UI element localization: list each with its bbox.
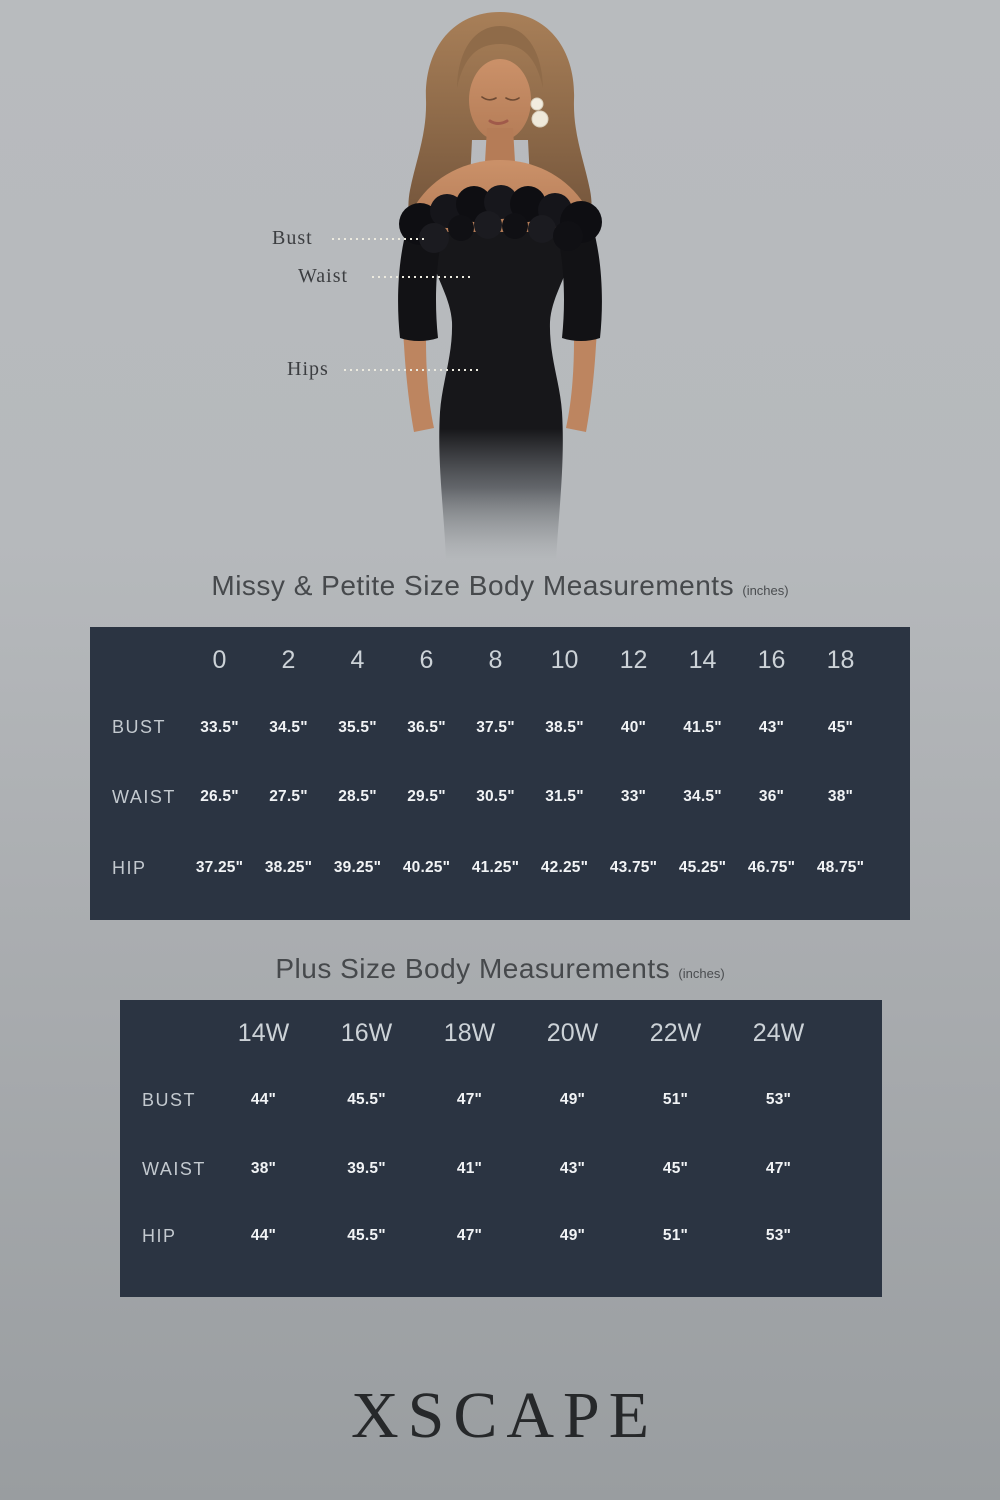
- bust-value: 35.5": [338, 718, 377, 736]
- size-col-header: 0: [212, 645, 227, 674]
- earring-top: [531, 98, 543, 110]
- hip-value: 45.25": [678, 859, 727, 876]
- bust-value: 40": [620, 718, 647, 736]
- waist-value: 30.5": [476, 788, 515, 805]
- row-label-bust: BUST: [112, 717, 167, 737]
- bust-value: 49": [559, 1091, 586, 1108]
- plus-title-unit: (inches): [678, 966, 725, 981]
- hip-value: 41.25": [471, 859, 520, 876]
- size-col-header: 20W: [546, 1018, 599, 1047]
- hip-value: 37.25": [195, 859, 244, 876]
- size-col-header: 2: [281, 645, 296, 674]
- hip-value: 40.25": [402, 859, 451, 876]
- hips-leader-line: [344, 369, 482, 371]
- size-col-header: 14W: [237, 1018, 290, 1047]
- size-col-header: 16: [757, 645, 786, 674]
- waist-value: 33": [620, 788, 647, 805]
- row-label-hip: HIP: [142, 1225, 177, 1246]
- bust-value: 36.5": [407, 718, 446, 736]
- corner-cell: [120, 1000, 212, 1066]
- waist-value: 36": [758, 788, 785, 805]
- hip-value: 48.75": [816, 859, 865, 876]
- missy-petite-size-table: [90, 627, 910, 920]
- waist-value: 26.5": [200, 788, 239, 805]
- size-col-header: 18W: [443, 1018, 496, 1047]
- plus-title-text: Plus Size Body Measurements: [275, 953, 671, 984]
- waist-value: 31.5": [545, 788, 584, 805]
- waist-value: 29.5": [407, 788, 446, 805]
- hips-label: Hips: [287, 358, 329, 380]
- hip-value: 47": [456, 1227, 483, 1244]
- waist-leader-line: [372, 276, 470, 278]
- corner-cell: [90, 627, 185, 693]
- hip-value: 49": [559, 1227, 586, 1244]
- row-label-bust: BUST: [142, 1089, 197, 1110]
- bust-value: 38.5": [545, 718, 584, 736]
- hip-value: 42.25": [540, 859, 589, 876]
- bust-value: 45": [827, 718, 854, 736]
- hip-value: 45.5": [347, 1227, 386, 1244]
- missy-title-text: Missy & Petite Size Body Measurements: [211, 570, 735, 601]
- size-col-header: 8: [488, 645, 503, 674]
- hip-value: 38.25": [264, 859, 313, 876]
- dress-body: [426, 232, 576, 560]
- waist-value: 39.5": [347, 1160, 386, 1177]
- waist-value: 34.5": [683, 788, 722, 805]
- bust-label: Bust: [272, 227, 313, 249]
- model-illustration: [350, 0, 650, 560]
- plus-size-table: [120, 1000, 882, 1297]
- brand-logo: XSCAPE: [350, 1379, 659, 1452]
- bust-leader-line: [332, 238, 426, 240]
- waist-value: 41": [456, 1160, 483, 1177]
- waist-value: 28.5": [338, 788, 377, 805]
- hip-value: 46.75": [747, 859, 796, 876]
- size-col-header: 22W: [649, 1018, 702, 1047]
- bust-value: 43": [758, 718, 785, 736]
- size-col-header: 4: [350, 645, 365, 674]
- plus-table-title: [0, 953, 1000, 985]
- waist-value: 38": [827, 788, 854, 805]
- row-label-hip: HIP: [112, 857, 147, 878]
- bust-value: 47": [456, 1091, 483, 1108]
- earring-drop: [532, 111, 548, 127]
- size-col-header: 12: [619, 645, 648, 674]
- size-col-header: 10: [550, 645, 579, 674]
- hip-value: 43.75": [609, 859, 658, 876]
- size-col-header: 6: [419, 645, 434, 674]
- bust-value: 37.5": [476, 718, 515, 736]
- waist-value: 47": [765, 1160, 792, 1177]
- waist-label: Waist: [298, 265, 349, 287]
- size-col-header: 16W: [340, 1018, 393, 1047]
- model-photo: [350, 0, 650, 560]
- bust-value: 34.5": [269, 718, 308, 736]
- hip-value: 39.25": [333, 859, 382, 876]
- row-label-waist: WAIST: [142, 1158, 206, 1179]
- waist-value: 27.5": [269, 788, 308, 805]
- bust-value: 44": [250, 1091, 277, 1108]
- hip-value: 44": [250, 1227, 277, 1244]
- bust-value: 45.5": [347, 1091, 386, 1108]
- bust-value: 51": [662, 1091, 689, 1108]
- bust-value: 41.5": [683, 718, 722, 736]
- bust-value: 53": [765, 1091, 792, 1108]
- size-col-header: 18: [826, 645, 855, 674]
- missy-title-unit: (inches): [742, 583, 789, 598]
- waist-value: 43": [559, 1160, 586, 1177]
- hip-value: 51": [662, 1227, 689, 1244]
- missy-table-title: [0, 570, 1000, 602]
- bust-value: 33.5": [200, 718, 239, 736]
- waist-value: 38": [250, 1160, 277, 1177]
- size-col-header: 24W: [752, 1018, 805, 1047]
- size-col-header: 14: [688, 645, 717, 674]
- hip-value: 53": [765, 1227, 792, 1244]
- row-label-waist: WAIST: [112, 786, 176, 807]
- waist-value: 45": [662, 1160, 689, 1177]
